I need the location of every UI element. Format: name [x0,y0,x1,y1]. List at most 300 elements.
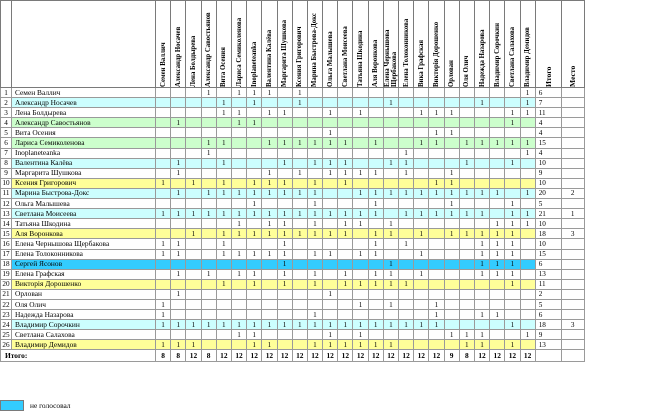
vote-cell [323,148,338,158]
vote-cell: 1 [171,118,186,128]
vote-cell [262,289,277,299]
vote-cell [490,340,505,350]
vote-cell [490,148,505,158]
vote-cell [277,168,292,178]
vote-cell: 1 [459,330,474,340]
row-total: 7 [535,98,561,108]
header-name-cell [12,1,156,88]
row-place [561,249,584,259]
vote-cell [171,219,186,229]
voter-header [429,1,444,88]
vote-cell [490,279,505,289]
vote-cell [429,118,444,128]
footer-count: 12 [353,350,368,362]
vote-cell: 1 [368,188,383,198]
participant-name: Оля Олич [12,299,156,309]
vote-cell: 1 [307,279,322,289]
vote-cell [323,239,338,249]
vote-cell [399,310,414,320]
vote-cell: 1 [338,229,353,239]
vote-cell: 1 [307,269,322,279]
vote-cell [414,279,429,289]
vote-cell [216,310,231,320]
row-place [561,98,584,108]
participant-name: Лариса Семиколенова [12,138,156,148]
vote-cell [383,199,398,209]
vote-cell: 1 [383,259,398,269]
vote-cell [383,88,398,98]
vote-cell [231,310,246,320]
vote-cell: 1 [247,269,262,279]
vote-cell: 1 [216,108,231,118]
vote-cell: 1 [414,269,429,279]
voter-header [231,1,246,88]
vote-cell [459,88,474,98]
vote-cell [277,299,292,309]
vote-cell: 1 [216,138,231,148]
vote-cell [414,178,429,188]
voter-header-label: Владимир Демидов [524,27,532,87]
footer-count: 12 [490,350,505,362]
vote-cell [414,310,429,320]
table-row [1,249,585,259]
vote-cell: 1 [231,219,246,229]
vote-cell: 1 [459,138,474,148]
voter-header [368,1,383,88]
vote-cell [459,299,474,309]
footer-count: 12 [414,350,429,362]
vote-cell [231,128,246,138]
voter-header [277,1,292,88]
vote-cell [216,88,231,98]
row-place [561,239,584,249]
vote-cell [307,118,322,128]
voter-header-label: Аля Воронкова [372,39,380,87]
vote-cell [399,98,414,108]
vote-cell: 1 [505,219,520,229]
vote-cell [247,310,262,320]
vote-cell: 1 [399,239,414,249]
row-total: 5 [535,299,561,309]
vote-cell: 1 [156,239,171,249]
vote-cell [292,148,307,158]
row-number: 6 [1,138,12,148]
vote-cell [216,269,231,279]
row-number: 8 [1,158,12,168]
table-row [1,98,585,108]
table-row [1,330,585,340]
voter-header-label: Валентина Калёва [265,29,273,87]
vote-cell [247,239,262,249]
vote-cell [186,148,201,158]
voter-header-label: Лена Болдырева [189,35,197,87]
row-place [561,158,584,168]
vote-cell: 1 [186,320,201,330]
vote-cell [156,118,171,128]
vote-cell: 1 [338,320,353,330]
vote-cell [474,158,489,168]
vote-cell [429,239,444,249]
participant-name: Валентина Калёва [12,158,156,168]
vote-cell [231,279,246,289]
row-place [561,199,584,209]
vote-cell: 1 [429,299,444,309]
vote-cell: 1 [292,229,307,239]
vote-cell: 1 [307,219,322,229]
vote-cell: 1 [474,249,489,259]
vote-cell [429,330,444,340]
vote-cell: 1 [156,209,171,219]
footer-count: 12 [520,350,535,362]
participant-name: Лена Болдырева [12,108,156,118]
footer-count: 12 [247,350,262,362]
header-place [561,1,584,88]
vote-cell [171,178,186,188]
vote-cell [323,188,338,198]
vote-cell: 1 [292,138,307,148]
voter-header [247,1,262,88]
row-number: 19 [2,270,10,279]
vote-cell [399,299,414,309]
vote-cell [216,219,231,229]
vote-cell: 1 [247,229,262,239]
vote-cell: 1 [201,188,216,198]
vote-cell: 1 [231,209,246,219]
vote-cell: 1 [262,229,277,239]
vote-cell: 1 [247,249,262,259]
vote-cell [323,118,338,128]
row-place [561,330,584,340]
vote-cell: 1 [490,219,505,229]
vote-cell [186,330,201,340]
vote-cell [201,340,216,350]
vote-cell: 1 [505,269,520,279]
vote-cell [520,310,535,320]
row-total: 15 [535,138,561,148]
table-row [1,229,585,239]
participant-name: Елена Толоконникова [12,249,156,259]
vote-cell [520,199,535,209]
footer-count: 12 [505,350,520,362]
vote-cell [459,310,474,320]
vote-cell [459,199,474,209]
vote-cell [171,229,186,239]
vote-cell [414,168,429,178]
vote-cell [292,330,307,340]
vote-cell [353,199,368,209]
vote-cell [368,289,383,299]
vote-cell [399,249,414,259]
vote-cell: 1 [262,88,277,98]
vote-cell [474,178,489,188]
vote-cell [520,168,535,178]
vote-cell [156,330,171,340]
footer-count: 8 [459,350,474,362]
vote-cell [292,340,307,350]
voter-header [353,1,368,88]
vote-cell [186,279,201,289]
participant-name: Светлана Моисеева [12,209,156,219]
vote-cell [292,310,307,320]
vote-cell [414,259,429,269]
vote-cell [247,138,262,148]
vote-cell: 1 [292,320,307,330]
header-row [1,1,585,88]
vote-cell [490,178,505,188]
vote-cell [490,108,505,118]
row-place: 3 [561,320,584,330]
vote-cell: 1 [292,168,307,178]
vote-cell [368,88,383,98]
vote-cell: 1 [399,279,414,289]
vote-cell [216,299,231,309]
vote-cell: 1 [277,108,292,118]
row-total: 20 [535,188,561,198]
vote-cell: 1 [171,340,186,350]
vote-cell: 1 [277,239,292,249]
row-total: 11 [535,108,561,118]
vote-cell [338,330,353,340]
vote-cell [307,259,322,269]
vote-cell [399,340,414,350]
vote-cell [383,178,398,188]
vote-cell: 1 [171,188,186,198]
vote-cell [201,168,216,178]
vote-cell: 1 [353,330,368,340]
vote-cell: 1 [490,239,505,249]
vote-cell [201,178,216,188]
vote-cell [247,158,262,168]
vote-cell [186,118,201,128]
row-number: 4 [1,118,12,128]
vote-cell: 1 [353,219,368,229]
vote-cell: 1 [323,138,338,148]
vote-cell [414,299,429,309]
footer-empty [561,350,584,362]
vote-cell [186,108,201,118]
vote-cell [368,178,383,188]
vote-cell [338,128,353,138]
row-place [561,299,584,309]
vote-cell [414,199,429,209]
vote-cell: 1 [277,259,292,269]
vote-cell [231,158,246,168]
voter-header-label: Ольга Малышева [326,31,334,87]
vote-cell: 1 [505,239,520,249]
vote-cell: 1 [307,158,322,168]
vote-cell: 1 [383,320,398,330]
vote-cell [171,138,186,148]
vote-cell: 1 [429,310,444,320]
participant-name: Елена Чернышова Щербакова [12,239,156,249]
vote-cell: 1 [201,88,216,98]
vote-cell [429,88,444,98]
vote-cell [505,128,520,138]
footer-empty [535,350,561,362]
vote-cell: 1 [459,340,474,350]
voter-header [383,1,398,88]
vote-cell: 1 [307,310,322,320]
vote-cell: 1 [338,158,353,168]
vote-cell: 1 [277,249,292,259]
table-row [1,340,585,350]
vote-cell [399,229,414,239]
vote-cell: 1 [323,158,338,168]
vote-cell [307,98,322,108]
vote-cell: 1 [474,310,489,320]
vote-cell: 1 [216,320,231,330]
voter-header [292,1,307,88]
vote-cell: 1 [247,330,262,340]
vote-cell [414,128,429,138]
voter-header-label: Марина Быстрова-Докс [311,13,319,87]
vote-cell: 1 [307,209,322,219]
vote-cell [444,88,459,98]
vote-cell [414,340,429,350]
vote-cell [338,188,353,198]
vote-cell: 1 [323,249,338,259]
vote-cell [353,138,368,148]
vote-cell: 1 [307,229,322,239]
vote-cell: 1 [231,188,246,198]
row-number: 3 [1,108,12,118]
vote-cell [338,289,353,299]
vote-cell [490,330,505,340]
row-total: 15 [535,249,561,259]
row-place [561,178,584,188]
vote-cell [505,98,520,108]
vote-cell [216,289,231,299]
table-row [1,188,585,198]
vote-cell [414,148,429,158]
footer-count: 12 [368,350,383,362]
row-total: 4 [535,118,561,128]
vote-cell [399,108,414,118]
vote-cell [307,299,322,309]
vote-cell [353,88,368,98]
row-number: 15 [2,229,10,238]
participant-name: Аля Воронкова [12,229,156,239]
vote-cell [201,158,216,168]
vote-cell [262,158,277,168]
row-number: 11 [1,188,12,198]
vote-cell [171,299,186,309]
vote-cell [277,98,292,108]
voter-header-label: Семен Валлич [159,42,167,87]
row-place [561,310,584,320]
vote-cell: 1 [307,320,322,330]
vote-cell: 1 [429,188,444,198]
vote-cell [444,310,459,320]
vote-cell: 1 [338,168,353,178]
vote-cell: 1 [474,269,489,279]
vote-cell [444,138,459,148]
voter-header [414,1,429,88]
vote-cell: 1 [399,168,414,178]
vote-cell [292,279,307,289]
vote-cell: 1 [444,330,459,340]
vote-cell [323,88,338,98]
vote-cell: 1 [520,219,535,229]
vote-cell [429,158,444,168]
vote-cell [338,98,353,108]
row-place: 3 [561,229,584,239]
vote-cell [231,178,246,188]
vote-cell [156,138,171,148]
vote-cell: 1 [490,249,505,259]
vote-cell: 1 [368,279,383,289]
voter-header [490,1,505,88]
vote-cell [156,279,171,289]
vote-cell: 1 [429,320,444,330]
vote-cell [383,289,398,299]
vote-cell [459,178,474,188]
vote-cell [429,279,444,289]
vote-cell: 1 [231,118,246,128]
table-row [1,259,585,269]
vote-cell: 1 [520,138,535,148]
vote-cell [353,148,368,158]
vote-cell: 1 [474,188,489,198]
vote-cell: 1 [505,279,520,289]
vote-cell [186,259,201,269]
vote-cell [277,330,292,340]
vote-cell [490,98,505,108]
vote-cell: 1 [247,178,262,188]
vote-cell [262,199,277,209]
table-row [1,118,585,128]
vote-cell [201,219,216,229]
vote-cell: 1 [186,209,201,219]
vote-cell: 1 [262,178,277,188]
vote-cell [474,128,489,138]
vote-cell [505,88,520,98]
voter-header-label: Александр Носачев [174,26,182,87]
vote-cell: 1 [338,340,353,350]
participant-name: Орлован [12,289,156,299]
row-place [561,118,584,128]
vote-cell [171,128,186,138]
vote-cell [186,299,201,309]
vote-cell: 1 [247,199,262,209]
vote-cell: 1 [323,330,338,340]
vote-cell [368,330,383,340]
vote-cell [201,239,216,249]
vote-cell [520,249,535,259]
vote-cell: 1 [216,98,231,108]
vote-cell: 1 [490,138,505,148]
vote-cell [383,330,398,340]
vote-cell [156,229,171,239]
vote-cell [414,239,429,249]
vote-cell [277,289,292,299]
vote-cell [323,199,338,209]
vote-cell [368,148,383,158]
vote-cell: 1 [414,188,429,198]
vote-cell [368,259,383,269]
vote-cell: 1 [171,158,186,168]
vote-cell: 1 [353,320,368,330]
voter-header-label: Маргарита Шушкова [281,19,289,87]
vote-cell: 1 [231,108,246,118]
vote-cell [156,199,171,209]
vote-cell: 1 [399,320,414,330]
voter-header [262,1,277,88]
vote-cell: 1 [216,209,231,219]
voter-header [474,1,489,88]
vote-cell [292,219,307,229]
participant-name: Семен Валлич [12,88,156,98]
